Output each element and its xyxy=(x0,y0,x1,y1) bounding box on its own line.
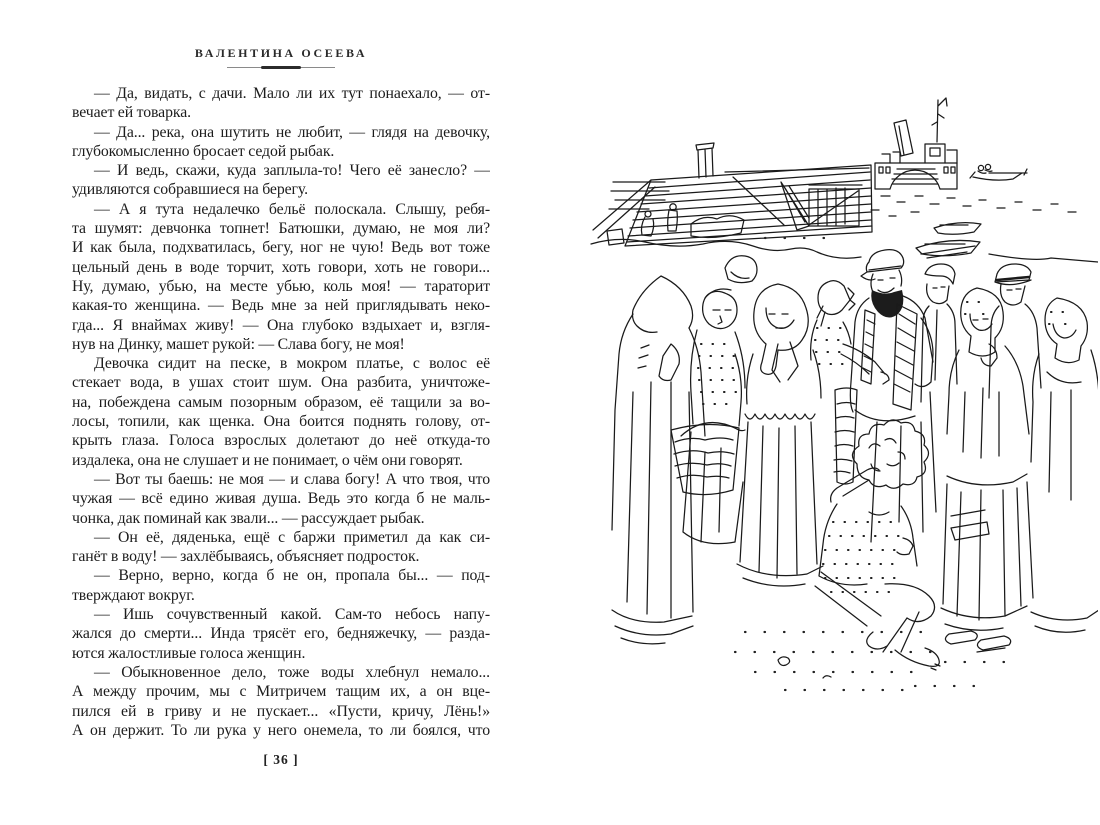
text-line: издалека, она не слушает и не понимает, о чём они говорят. xyxy=(72,451,463,469)
text-line: — Обыкновенное дело, тоже воды хлебнул немало... xyxy=(94,663,490,681)
illustration xyxy=(585,92,1098,717)
text-line: — Он её, дяденька, ещё с баржи приметил да как си- xyxy=(94,528,490,546)
text-line: — Ишь сочувственный какой. Сам-то небось напу- xyxy=(94,606,490,624)
text-line: на, побеждена самым позорным образом, её тащили за во- xyxy=(72,393,490,411)
paragraph xyxy=(72,123,490,162)
text-line: жался до смерти... Инда трясёт его, бедняжечку, — разда- xyxy=(72,625,490,643)
text-line: А между прочим, мы с Митричем тащим их, а он вце- xyxy=(72,683,490,701)
text-line: — Вот ты баешь: не моя — и слава богу! А что твоя, что xyxy=(94,470,490,488)
text-line: И как была, подхватилась, бегу, ног не чую! Ведь вот тоже xyxy=(72,239,490,257)
paragraph xyxy=(72,605,490,663)
text-line: — И ведь, скажи, куда заплыла-то! Чего её занесло? — xyxy=(94,162,490,180)
text-line: ются жалостливые голоса женщин. xyxy=(72,644,306,662)
paragraph xyxy=(72,84,490,123)
text-line: лосы, топили, как щенка. Она боится поднять голову, от- xyxy=(72,413,490,431)
paragraph xyxy=(72,470,490,528)
text-line: пился ей в гриву и не пускает... «Пусти, кричу, Лёнь!» xyxy=(72,702,490,720)
paragraph xyxy=(72,566,490,605)
text-line: нув на Динку, машет рукой: — Слава богу, не моя! xyxy=(72,335,405,353)
paragraph xyxy=(72,354,490,470)
text-line: вечает ей товарка. xyxy=(72,104,191,122)
steamboat-and-boats xyxy=(871,98,1076,258)
paragraph xyxy=(72,663,490,740)
text-line: чонка, дак поминай как звали... — рассуждает рыбак. xyxy=(72,509,425,527)
text-line: удивляются собравшиеся на берегу. xyxy=(72,181,308,199)
paragraph xyxy=(72,200,490,354)
text-line: Ну, думаю, убью, на месте убью, коль моя! — тараторит xyxy=(72,277,490,295)
text-line: Девочка сидит на песке, в мокром платье, с волос её xyxy=(94,355,490,373)
text-line: ганёт в воду! — захлёбываясь, объясняет подросток. xyxy=(72,548,420,566)
paragraph xyxy=(72,161,490,200)
header-rule-ornament xyxy=(227,66,335,69)
running-header xyxy=(72,46,490,69)
text-line: — Да, видать, с дачи. Мало ли их тут понаехало, — от- xyxy=(94,85,490,102)
text-line: тверждают вокруг. xyxy=(72,586,195,604)
text-line: глубокомысленно бросает седой рыбак. xyxy=(72,142,335,160)
text-line: — Верно, верно, когда б не он, пропала бы... — под- xyxy=(94,567,490,585)
text-line: та шумят: девчонка топнет! Батюшки, думаю, не моя ли? xyxy=(72,220,490,238)
text-column xyxy=(72,84,490,740)
text-line: — Да... река, она шутить не любит, — глядя на девочку, xyxy=(94,123,490,141)
text-line: стекает вода, в ушах стоит шум. Она разбита, уничтоже- xyxy=(72,374,490,392)
paragraph xyxy=(72,528,490,567)
text-line: крыть глаза. Голоса взрослых долетают до неё откуда-то xyxy=(72,432,490,450)
page-number: [ 36 ] xyxy=(263,752,299,767)
text-line: цельный день в воде торчит, хоть говори, хоть не говори... xyxy=(72,258,490,276)
text-line: какая-то женщина. — Ведь мне за ней приглядывать неко- xyxy=(72,297,490,315)
text-line: гда... Я внаймах живу! — Она глубоко вздыхает и, взгля- xyxy=(72,316,490,334)
text-line: А он держит. То ли рука у него онемела, то ли боялся, что xyxy=(72,721,490,739)
text-line: — А я тута недалечко бельё полоскала. Слышу, ребя- xyxy=(94,200,490,218)
running-header-title: ВАЛЕНТИНА ОСЕЕВА xyxy=(194,46,368,60)
text-line: чужая — всё едино живая душа. Ведь это когда б не маль- xyxy=(72,490,490,508)
